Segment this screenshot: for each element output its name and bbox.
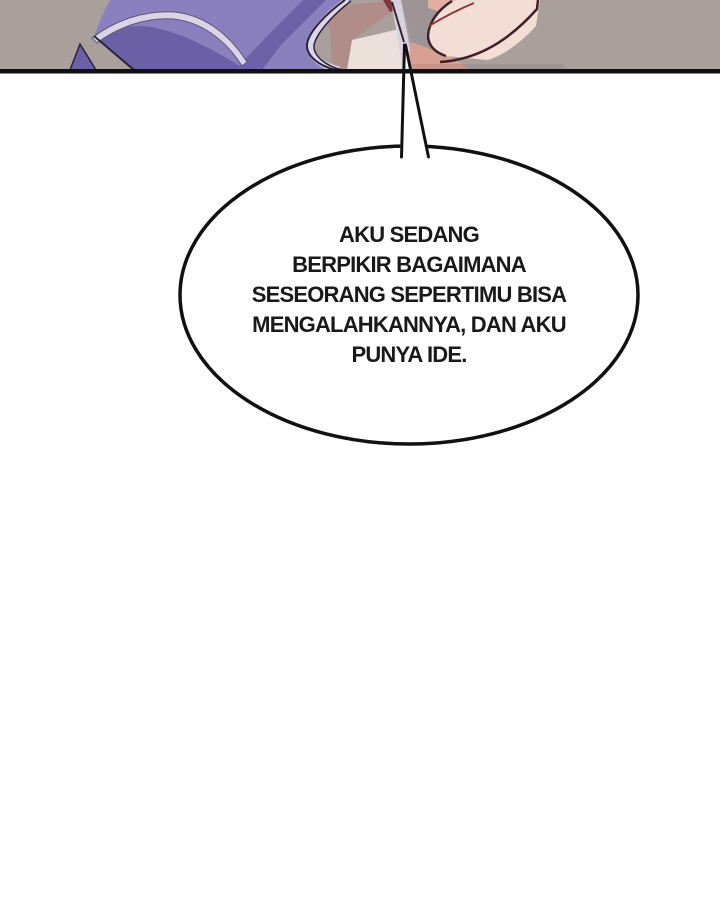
panel-border-line xyxy=(0,69,720,74)
speech-line-5: PUNYA IDE. xyxy=(351,342,467,367)
speech-bubble-text xyxy=(209,220,609,370)
speech-line-1: AKU SEDANG xyxy=(339,222,479,247)
panel-artwork xyxy=(0,0,720,70)
speech-line-4: MENGALAHKANNYA, DAN AKU xyxy=(252,312,566,337)
speech-line-2: BERPIKIR BAGAIMANA xyxy=(292,252,526,277)
speech-line-3: SESEORANG SEPERTIMU BISA xyxy=(251,282,567,307)
